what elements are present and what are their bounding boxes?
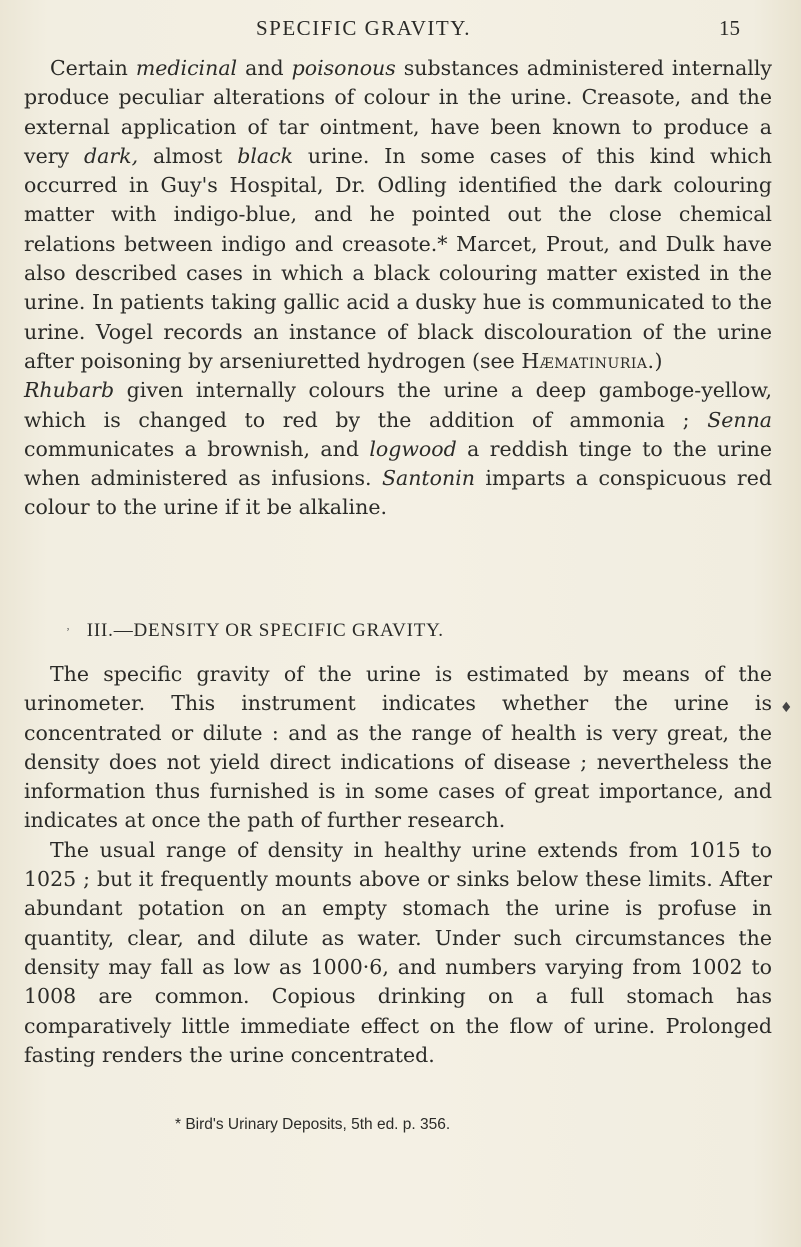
paragraph-rhubarb: Rhubarb given internally colours the urine a deep gamboge-yellow, which is changed to red by the addition of ammonia ; Senna communicates a brownish, and logwood a reddish tinge to the urine when administered as infusions. Santonin imparts a conspicuous red colour to the urine if it be alkaline. (24, 378, 772, 520)
running-head: SPECIFIC GRAVITY. (256, 16, 471, 40)
paragraph-specific-gravity: The specific gravity of the urine is estimated by means of the urinometer. This instrument indicates whether the urine is concentrated or dilute : and as the range of health is very great, the density does not yield direct indications of disease ; nevertheless the information thus furnished is in some cases of great importance, and indicates at once the path of further research. (24, 662, 772, 833)
paragraph-usual-range: The usual range of density in healthy urine extends from 1015 to 1025 ; but it frequently mounts above or sinks below these limits. After abundant potation on an empty stomach the urine is profuse in quantity, clear, and dilute as water. Under such circumstances the density may fall as low as 1000·6, and numbers varying from 1002 to 1008 are common. Copious drinking on a full stomach has comparatively little immediate effect on the flow of urine. Prolonged fasting renders the urine concentrated. (24, 837, 772, 1067)
section-mark: ʼ (66, 625, 71, 639)
margin-mark: ♦ (780, 700, 793, 716)
footnote: * Bird's Urinary Deposits, 5th ed. p. 356. (175, 1116, 451, 1133)
section-heading (66, 620, 746, 642)
page-header (0, 16, 801, 46)
lower-text-block (24, 660, 772, 1070)
section-title: III.—DENSITY OR SPECIFIC GRAVITY. (86, 620, 444, 641)
paragraph-medicinal-substances: Certain medicinal and poisonous substances administered internally produce peculiar alterations of colour in the urine. Creasote, and the external application of tar ointment, have been known to produce a very dark, almost black urine. In some cases of this kind which occurred in Guy's Hospital, Dr. Odling identified the dark colouring matter with indigo-blue, and he pointed out the close chemical relations between indigo and creasote.* Marcet, Prout, and Dulk have also described cases in which a black colouring matter existed in the urine. In patients taking gallic acid a dusky hue is communicated to the urine. Vogel records an instance of black discolouration of the urine after poisoning by arseniuretted hydrogen (see Hæmatinuria.) (24, 56, 772, 373)
upper-text-block (24, 54, 772, 523)
page-number: 15 (719, 16, 740, 40)
